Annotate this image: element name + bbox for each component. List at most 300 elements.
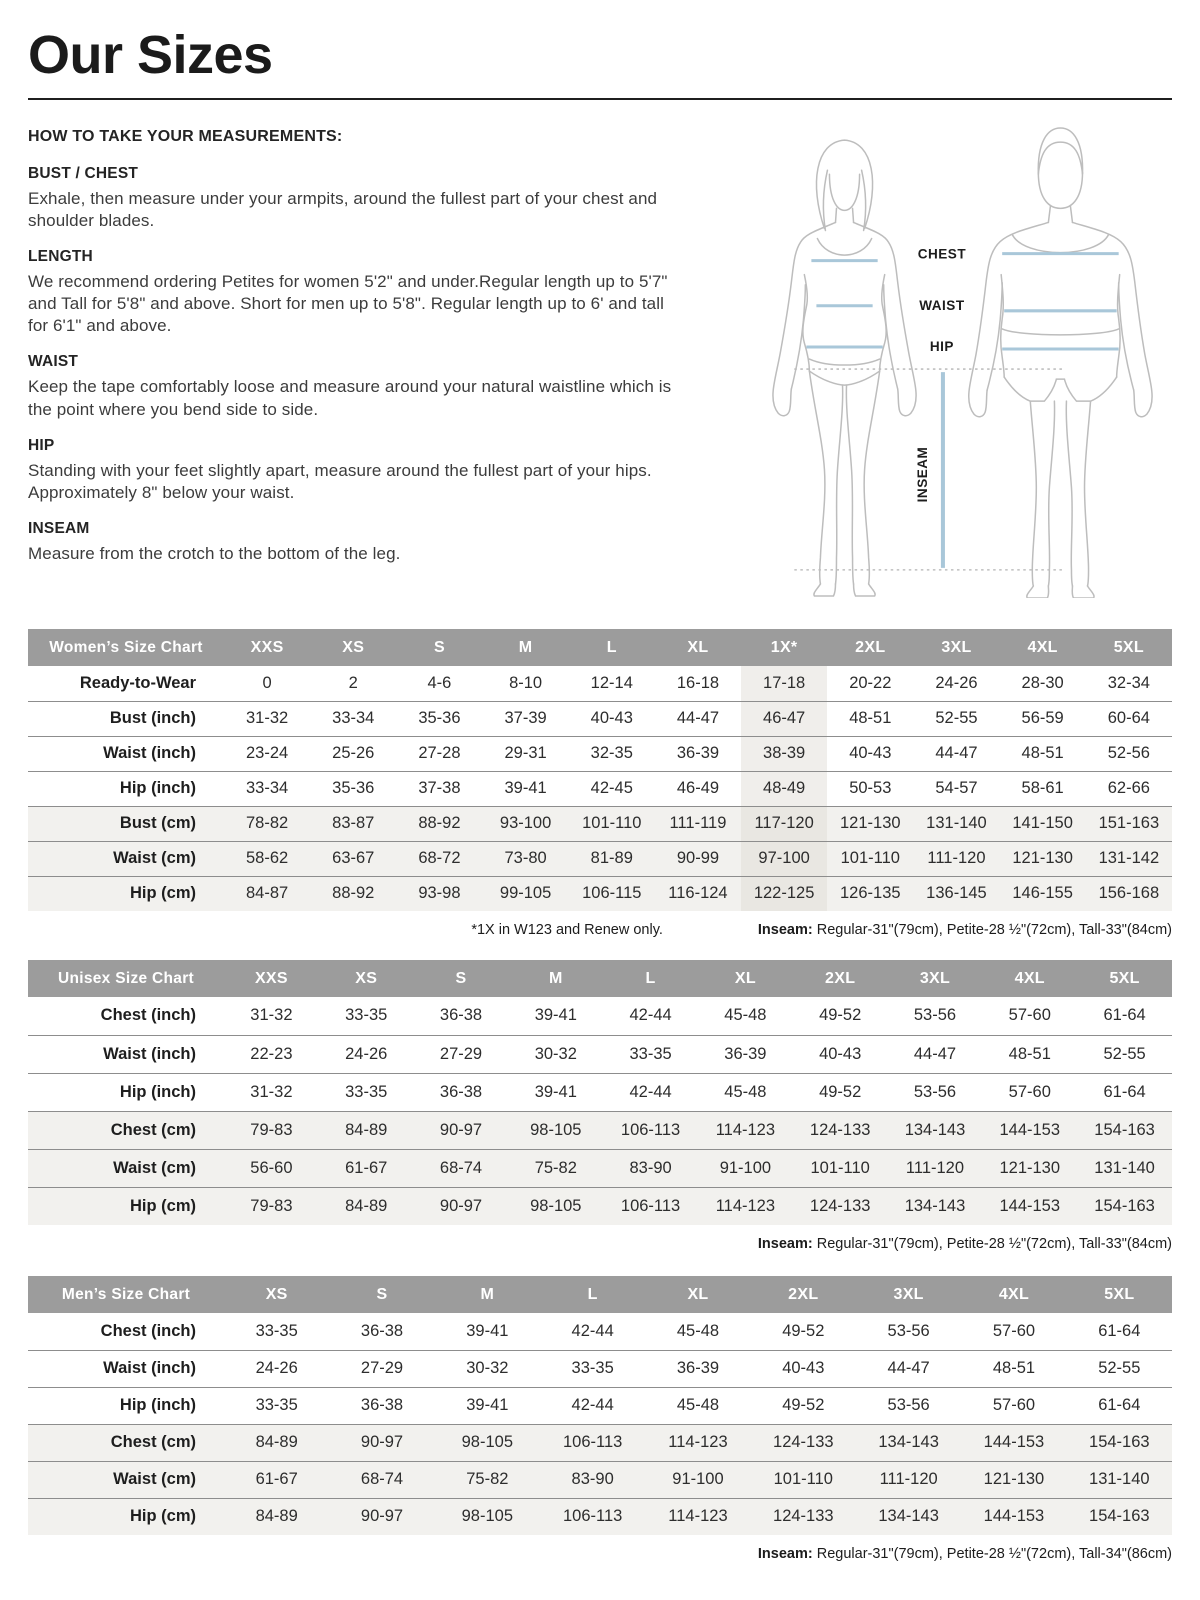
size-cell: 83-90 [571,1470,614,1488]
size-column-header: 2XL [827,629,913,666]
size-cell: 36-38 [360,1321,404,1340]
unisex-size-chart-table [28,960,1172,1225]
row-label: Chest (inch) [100,1006,196,1025]
size-column-header: 2XL [751,1276,856,1313]
size-cell: 54-57 [935,779,978,797]
size-column-header: 1X* [741,629,827,666]
size-cell: 154-163 [1089,1433,1150,1451]
size-cell: 78-82 [245,814,289,832]
size-cell: 91-100 [719,1158,772,1177]
measurement-instructions [28,128,728,581]
size-cell: 90-97 [360,1433,404,1451]
row-label: Hip (cm) [130,884,196,903]
unisex-size-chart-section [28,960,1172,1252]
size-cell: 24-26 [935,673,978,692]
size-cell: 17-18 [741,666,827,701]
size-column-header: XXS [224,629,310,666]
row-label: Hip (inch) [119,779,196,797]
size-cell: 44-47 [676,709,720,727]
size-cell: 101-110 [840,849,900,867]
size-cell: 45-48 [724,1082,767,1101]
size-cell: 101-110 [810,1158,870,1177]
row-label: Hip (cm) [130,1507,196,1526]
size-cell: 52-56 [1107,744,1150,762]
size-cell: 32-35 [590,744,633,762]
size-cell: 31-32 [250,1006,293,1025]
size-cell: 33-35 [255,1396,298,1414]
size-cell: 4-6 [427,673,452,692]
measurement-section-label: BUST / CHEST [28,165,139,182]
size-cell: 24-26 [255,1359,298,1377]
size-cell: 111-120 [905,1158,965,1177]
size-cell: 48-51 [992,1359,1036,1377]
size-cell: 31-32 [245,709,289,727]
table-header-row [28,629,1172,666]
size-cell: 83-90 [629,1158,672,1177]
measurement-section [28,165,728,232]
size-cell: 131-140 [1094,1158,1155,1177]
size-cell: 44-47 [887,1359,930,1377]
size-cell: 131-140 [926,814,987,832]
size-column-header: XL [655,629,741,666]
size-cell: 8-10 [509,673,543,692]
row-label: Chest (inch) [100,1321,196,1340]
size-cell: 42-44 [571,1321,614,1340]
size-cell: 53-56 [887,1396,930,1414]
size-cell: 97-100 [741,841,827,876]
size-cell: 57-60 [1008,1082,1051,1101]
size-column-header: XL [645,1276,750,1313]
size-cell: 58-62 [245,849,289,867]
size-cell: 33-35 [345,1082,388,1101]
size-cell: 61-67 [255,1470,298,1488]
top-section [28,128,1172,603]
size-cell: 106-115 [582,884,642,903]
size-cell: 106-113 [562,1433,623,1451]
size-cell: 28-30 [1021,673,1064,692]
size-cell: 90-97 [439,1120,483,1139]
size-cell: 44-47 [913,1044,957,1063]
size-cell: 16-18 [676,673,720,692]
unisex-chart-footnotes [28,1236,1172,1252]
table-title: Men’s Size Chart [28,1276,224,1313]
size-cell: 46-49 [676,779,720,797]
size-cell: 49-52 [819,1006,862,1025]
man-figure-outline [969,128,1152,598]
size-cell: 88-92 [332,884,375,903]
size-cell: 61-67 [345,1158,388,1177]
size-row [28,841,1172,876]
womens-size-chart-section [28,629,1172,938]
size-cell: 42-44 [571,1396,614,1414]
size-cell: 23-24 [245,744,289,762]
size-cell: 39-41 [504,779,547,797]
size-cell: 33-34 [332,709,375,727]
measurement-section-text: Measure from the crotch to the bottom of the leg. [28,543,401,563]
size-cell: 111-120 [879,1470,938,1488]
size-cell: 91-100 [672,1470,724,1488]
size-row [28,1424,1172,1461]
size-column-header: XS [319,960,414,997]
row-label: Waist (inch) [103,1044,196,1063]
size-cell: 42-44 [629,1006,672,1025]
size-cell: 52-55 [1098,1359,1141,1377]
size-cell: 42-45 [590,779,633,797]
size-cell: 36-39 [676,1359,720,1377]
size-row [28,1387,1172,1424]
waist-label: WAIST [919,297,965,313]
size-cell: 35-36 [332,779,375,797]
size-cell: 0 [262,673,272,692]
size-cell: 49-52 [819,1082,862,1101]
size-cell: 144-153 [983,1507,1045,1526]
page-title: Our Sizes [28,25,273,85]
size-cell: 154-163 [1094,1196,1155,1215]
size-cell: 114-123 [668,1433,728,1451]
table-header-row [28,960,1172,997]
inseam-footnote-label: Inseam: [757,1236,813,1252]
size-column-header: 5XL [1086,629,1172,666]
size-cell: 122-125 [741,876,827,911]
size-cell: 48-49 [741,771,827,806]
size-cell: 61-64 [1103,1006,1146,1025]
inseam-footnote [758,922,1172,938]
measurement-section-text: Keep the tape comfortably loose and measure around your natural waistline which is the point where you bend side to side. [28,377,672,419]
size-cell: 53-56 [913,1006,957,1025]
row-label: Hip (inch) [119,1082,196,1101]
row-label: Hip (inch) [119,1396,196,1414]
size-row [28,1035,1172,1073]
size-cell: 30-32 [466,1359,509,1377]
size-cell: 53-56 [887,1321,930,1340]
size-row [28,1149,1172,1187]
size-column-header: XS [310,629,396,666]
inseam-footnote-text: Regular-31"(79cm), Petite-28 ½"(72cm), Tall-33"(84cm) [816,1236,1172,1252]
size-cell: 39-41 [466,1321,509,1340]
hip-label: HIP [929,338,954,354]
size-cell: 116-124 [668,884,728,903]
size-cell: 73-80 [504,849,547,867]
size-cell: 37-38 [418,779,461,797]
size-cell: 57-60 [992,1321,1036,1340]
size-cell: 40-43 [849,744,892,762]
size-cell: 75-82 [466,1470,509,1488]
inseam-label: INSEAM [914,446,930,503]
inseam-footnote-label: Inseam: [757,1546,813,1562]
measurements-heading: HOW TO TAKE YOUR MEASUREMENTS: [28,128,343,145]
size-cell: 90-99 [676,849,720,867]
body-measurement-diagram [748,116,1172,598]
size-cell: 39-41 [534,1006,577,1025]
size-cell: 40-43 [819,1044,862,1063]
size-column-header: 5XL [1077,960,1172,997]
size-cell: 81-89 [590,849,633,867]
size-cell: 75-82 [534,1158,577,1177]
size-cell: 83-87 [332,814,375,832]
size-row [28,666,1172,701]
size-column-header: S [396,629,482,666]
mens-chart-footnotes [28,1546,1172,1562]
size-cell: 93-98 [418,884,461,903]
size-column-header: XL [698,960,793,997]
mens-size-chart-section [28,1276,1172,1562]
size-cell: 24-26 [345,1044,388,1063]
size-cell: 63-67 [332,849,375,867]
size-cell: 154-163 [1094,1120,1155,1139]
row-label: Bust (cm) [119,814,196,832]
size-cell: 84-89 [255,1507,298,1526]
size-cell: 30-32 [534,1044,577,1063]
size-cell: 46-47 [741,701,827,736]
size-row [28,1073,1172,1111]
size-cell: 151-163 [1098,814,1160,832]
measurement-section [28,520,728,565]
size-cell: 98-105 [461,1433,514,1451]
size-cell: 106-113 [620,1196,681,1215]
measurement-section-label: HIP [28,436,55,454]
size-cell: 33-35 [629,1044,672,1063]
size-column-header: 4XL [961,1276,1066,1313]
measurement-section [28,248,728,337]
size-cell: 124-133 [773,1507,834,1526]
measurement-sections-list [28,165,728,565]
size-cell: 68-74 [360,1470,404,1488]
size-cell: 84-87 [245,884,289,903]
row-label: Bust (inch) [109,709,196,727]
size-cell: 121-130 [983,1470,1045,1488]
table-title: Women’s Size Chart [28,629,224,666]
size-cell: 49-52 [782,1321,825,1340]
size-cell: 12-14 [590,673,633,692]
chest-label: CHEST [917,246,967,262]
size-cell: 45-48 [676,1396,720,1414]
size-cell: 144-153 [983,1433,1045,1451]
size-column-header: 5XL [1067,1276,1172,1313]
size-cell: 48-51 [1008,1044,1051,1063]
size-cell: 48-51 [849,709,892,727]
one-x-footnote: *1X in W123 and Renew only. [471,922,663,938]
size-cell: 44-47 [935,744,978,762]
size-cell: 39-41 [534,1082,577,1101]
size-row [28,736,1172,771]
size-cell: 27-29 [360,1359,404,1377]
size-cell: 56-59 [1021,709,1064,727]
size-cell: 134-143 [878,1507,939,1526]
size-cell: 33-34 [245,779,289,797]
size-column-header: 4XL [982,960,1077,997]
size-cell: 61-64 [1103,1082,1146,1101]
size-row [28,1111,1172,1149]
size-cell: 126-135 [840,884,901,903]
size-column-header: L [569,629,655,666]
measurement-figure-illustration [748,116,1172,603]
size-column-header: XXS [224,960,319,997]
size-row [28,997,1172,1035]
measurement-section-text: Exhale, then measure under your armpits, around the fullest part of your chest and shoulder blades. [28,189,658,231]
size-cell: 111-119 [669,814,727,832]
size-cell: 84-89 [345,1196,388,1215]
size-cell: 60-64 [1107,709,1150,727]
row-label: Waist (cm) [113,849,196,867]
size-cell: 134-143 [904,1120,966,1139]
size-row [28,1313,1172,1350]
size-row [28,1461,1172,1498]
size-cell: 90-97 [439,1196,483,1215]
size-cell: 114-123 [715,1120,776,1139]
size-cell: 22-23 [250,1044,293,1063]
size-cell: 106-113 [562,1507,623,1526]
measurement-section [28,437,728,504]
size-cell: 49-52 [782,1396,825,1414]
size-cell: 111-120 [927,849,986,867]
size-row [28,1350,1172,1387]
size-cell: 36-38 [360,1396,404,1414]
size-cell: 68-74 [439,1158,483,1177]
size-cell: 42-44 [629,1082,672,1101]
size-cell: 56-60 [250,1158,293,1177]
size-cell: 40-43 [590,709,633,727]
size-cell: 79-83 [250,1196,293,1215]
size-cell: 27-29 [439,1044,483,1063]
size-column-header: 4XL [1000,629,1086,666]
size-column-header: 3XL [913,629,999,666]
size-cell: 52-55 [935,709,978,727]
size-cell: 29-31 [504,744,547,762]
size-cell: 57-60 [1008,1006,1051,1025]
size-cell: 45-48 [676,1321,720,1340]
size-cell: 136-145 [926,884,987,903]
size-cell: 27-28 [418,744,461,762]
size-cell: 124-133 [773,1433,834,1451]
size-cell: 37-39 [504,709,547,727]
size-cell: 101-110 [582,814,642,832]
inseam-footnote-label: Inseam: [757,922,813,938]
size-cell: 79-83 [250,1120,293,1139]
womens-chart-footnotes [28,922,1172,938]
row-label: Waist (inch) [103,744,196,762]
size-column-header: 2XL [793,960,888,997]
size-cell: 93-100 [499,814,552,832]
woman-figure-outline [773,140,916,596]
size-cell: 124-133 [809,1120,871,1139]
size-cell: 98-105 [461,1507,514,1526]
size-cell: 90-97 [360,1507,404,1526]
size-column-header: S [329,1276,434,1313]
row-label: Ready-to-Wear [79,673,196,692]
size-cell: 31-32 [250,1082,293,1101]
size-cell: 101-110 [773,1470,833,1488]
inseam-footnote-text: Regular-31"(79cm), Petite-28 ½"(72cm), Tall-34"(86cm) [816,1546,1172,1562]
size-cell: 2 [348,673,358,692]
row-label: Waist (cm) [113,1158,196,1177]
size-cell: 57-60 [992,1396,1036,1414]
size-row [28,771,1172,806]
size-column-header: M [483,629,569,666]
size-cell: 36-39 [724,1044,767,1063]
size-cell: 134-143 [878,1433,939,1451]
size-cell: 141-150 [1012,814,1073,832]
size-row [28,806,1172,841]
title-divider [28,98,1172,100]
size-cell: 121-130 [999,1158,1061,1177]
size-cell: 36-38 [439,1082,483,1101]
size-cell: 84-89 [255,1433,298,1451]
size-cell: 121-130 [1012,849,1073,867]
size-cell: 131-140 [1089,1470,1150,1488]
size-cell: 45-48 [724,1006,767,1025]
size-cell: 32-34 [1107,673,1150,692]
size-cell: 98-105 [530,1196,582,1215]
size-cell: 156-168 [1098,884,1160,903]
measurement-section-label: LENGTH [28,248,93,266]
size-cell: 36-39 [676,744,720,762]
size-cell: 25-26 [332,744,375,762]
size-row [28,876,1172,911]
size-cell: 124-133 [809,1196,871,1215]
size-cell: 99-105 [499,884,552,903]
size-cell: 68-72 [418,849,461,867]
measurement-section-text: We recommend ordering Petites for women 5'2" and under.Regular length up to 5'7" and Tall for 5'8" and above. Short for men up to 5'8". Regular length up to 6' and tall for 6'1" and above. [28,272,668,336]
size-row [28,1498,1172,1535]
size-cell: 38-39 [741,736,827,771]
row-label: Waist (cm) [113,1470,196,1488]
size-cell: 134-143 [904,1196,966,1215]
measurement-section-text: Standing with your feet slightly apart, measure around the fullest part of your hips. Approximately 8" below your waist. [28,460,652,502]
size-cell: 62-66 [1107,779,1150,797]
size-cell: 61-64 [1098,1321,1141,1340]
size-cell: 106-113 [620,1120,681,1139]
size-cell: 114-123 [668,1507,728,1526]
size-cell: 146-155 [1012,884,1073,903]
size-cell: 36-38 [439,1006,483,1025]
size-cell: 40-43 [782,1359,825,1377]
size-cell: 131-142 [1098,849,1160,867]
size-cell: 58-61 [1021,779,1064,797]
inseam-footnote [758,1236,1172,1252]
size-cell: 154-163 [1089,1507,1150,1526]
size-row [28,701,1172,736]
inseam-footnote [758,1546,1172,1562]
size-cell: 114-123 [715,1196,776,1215]
size-cell: 48-51 [1021,744,1064,762]
mens-size-chart-table [28,1276,1172,1535]
size-cell: 20-22 [849,673,892,692]
row-label: Waist (inch) [103,1359,196,1377]
size-row [28,1187,1172,1225]
size-cell: 88-92 [418,814,461,832]
size-column-header: M [508,960,603,997]
size-column-header: L [603,960,698,997]
size-cell: 33-35 [255,1321,298,1340]
size-column-header: XS [224,1276,329,1313]
size-cell: 33-35 [345,1006,388,1025]
inseam-footnote-text: Regular-31"(79cm), Petite-28 ½"(72cm), Tall-33"(84cm) [816,922,1172,938]
table-title: Unisex Size Chart [28,960,224,997]
size-column-header: 3XL [888,960,983,997]
row-label: Hip (cm) [130,1196,196,1215]
size-column-header: 3XL [856,1276,961,1313]
size-cell: 52-55 [1103,1044,1146,1063]
size-cell: 117-120 [741,806,827,841]
size-column-header: L [540,1276,645,1313]
size-cell: 35-36 [418,709,461,727]
row-label: Chest (cm) [110,1120,196,1139]
size-cell: 61-64 [1098,1396,1141,1414]
size-column-header: M [435,1276,540,1313]
size-cell: 98-105 [530,1120,582,1139]
size-cell: 121-130 [840,814,901,832]
table-header-row [28,1276,1172,1313]
